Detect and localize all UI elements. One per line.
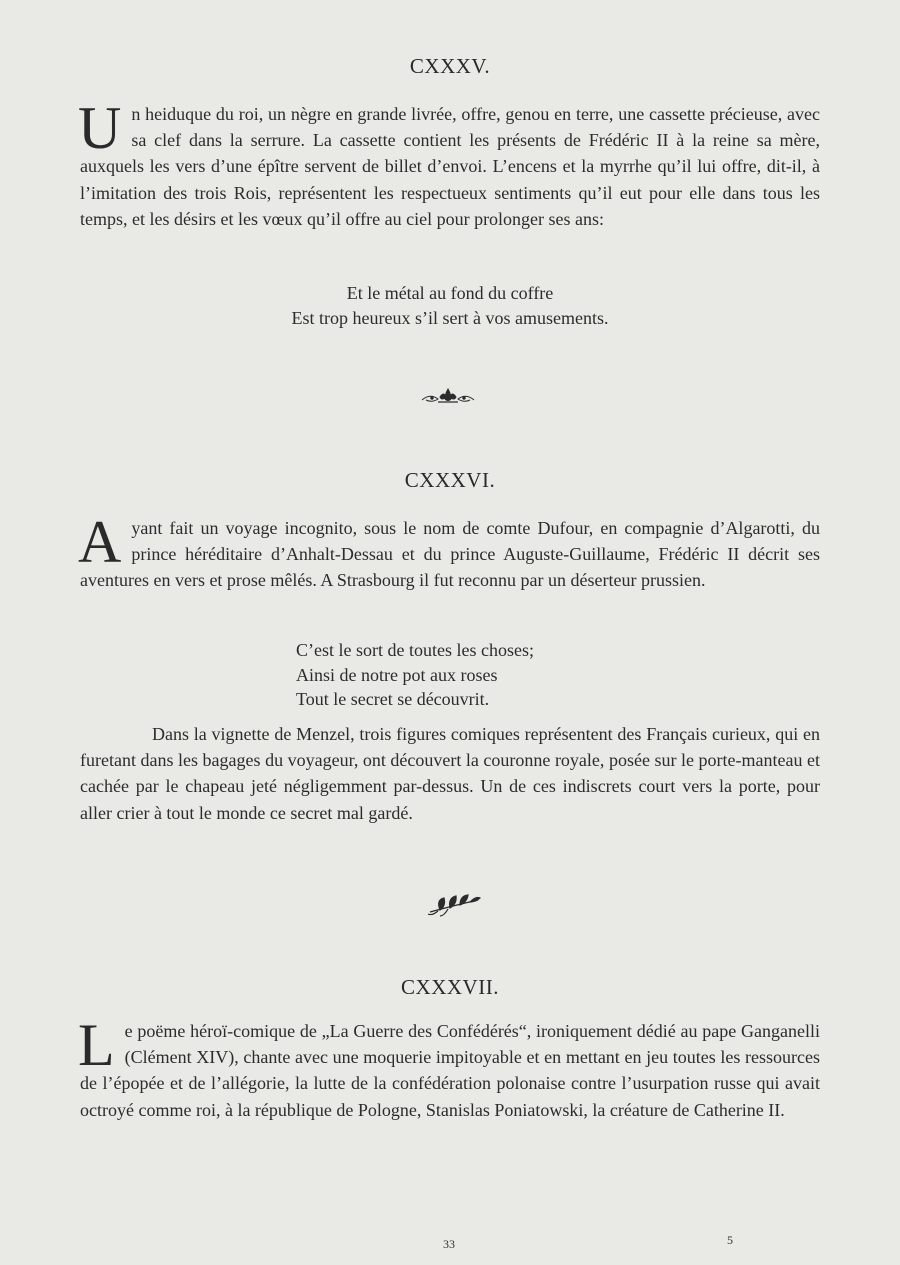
section-heading-cxxxvii: CXXXVII.: [401, 975, 499, 999]
paragraph-text: n heiduque du roi, un nègre en grande livrée, offre, genou en terre, une cassette précieuse, avec sa clef dans la serrure. La cassette contient les présents de Frédéric II à la reine sa mère, auxquels les vers d’une épître servent de billet d’envoi. L’encens et la myrrhe qu’il lui offre, dit-il, à l’imitation des trois Rois, représentent les respectueux sentiments qu’il eut pour elle dans tous les temps, et les désirs et les vœux qu’il offre au ciel pour prolonger ses ans:: [80, 104, 820, 229]
verse-line: Ainsi de notre pot aux roses: [296, 664, 498, 685]
signature-mark: 5: [727, 1233, 733, 1247]
leaf-sprig-icon: [426, 892, 482, 918]
section-paragraph-cxxxvii: [78, 1012, 820, 1123]
verse-block-cxxxvi: [296, 638, 534, 712]
section-paragraph-cxxxvi-second: Dans la vignette de Menzel, trois figures comiques représentent des Français curieux, qui en furetant dans les bagages du voyageur, ont découvert la couronne royale, posée sur le porte-manteau et cachée par le chapeau jeté négligemment par-dessus. Un de ces indiscrets court vers la porte, pour aller crier à tout le monde ce secret mal gardé.: [80, 724, 820, 823]
section-heading-cxxxvi: CXXXVI.: [404, 468, 496, 492]
verse-line: Et le métal au fond du coffre: [346, 283, 554, 303]
drop-cap: U: [78, 95, 122, 161]
verse-line: Est trop heureux s’il sert à vos amusements.: [291, 307, 609, 328]
section-heading-cxxxv: CXXXV.: [409, 54, 491, 78]
section-paragraph-cxxxv: [78, 95, 820, 232]
drop-cap: A: [78, 509, 122, 575]
drop-cap: L: [78, 1012, 115, 1078]
section-paragraph-cxxxvi: [78, 509, 820, 594]
verse-block-cxxxv: [0, 281, 900, 330]
page-number: 33: [443, 1237, 455, 1251]
paragraph-text: yant fait un voyage incognito, sous le nom de comte Dufour, en compagnie d’Algarotti, du prince héréditaire d’Anhalt-Dessau et du prince Auguste-Guillaume, Frédéric II décrit ses aventures en vers et prose mêlés. A Strasbourg il fut reconnu par un déserteur prussien.: [80, 518, 820, 591]
verse-line: Tout le secret se découvrit.: [296, 689, 490, 709]
paragraph-text: e poëme héroï-comique de „La Guerre des Confédérés“, ironiquement dédié au pape Ganganelli (Clément XIV), chante avec une moquerie impitoyable et en mettant en jeu toutes les ressources de l’épopée et de l’allégorie, la lutte de la confédération polonaise contre l’usurpation russe qui avait octroyé comme roi, à la république de Pologne, Stanislas Poniatowski, la créature de Catherine II.: [80, 1021, 820, 1120]
floral-vignette-icon: [420, 385, 476, 407]
verse-line: C’est le sort de toutes les choses;: [296, 640, 534, 660]
